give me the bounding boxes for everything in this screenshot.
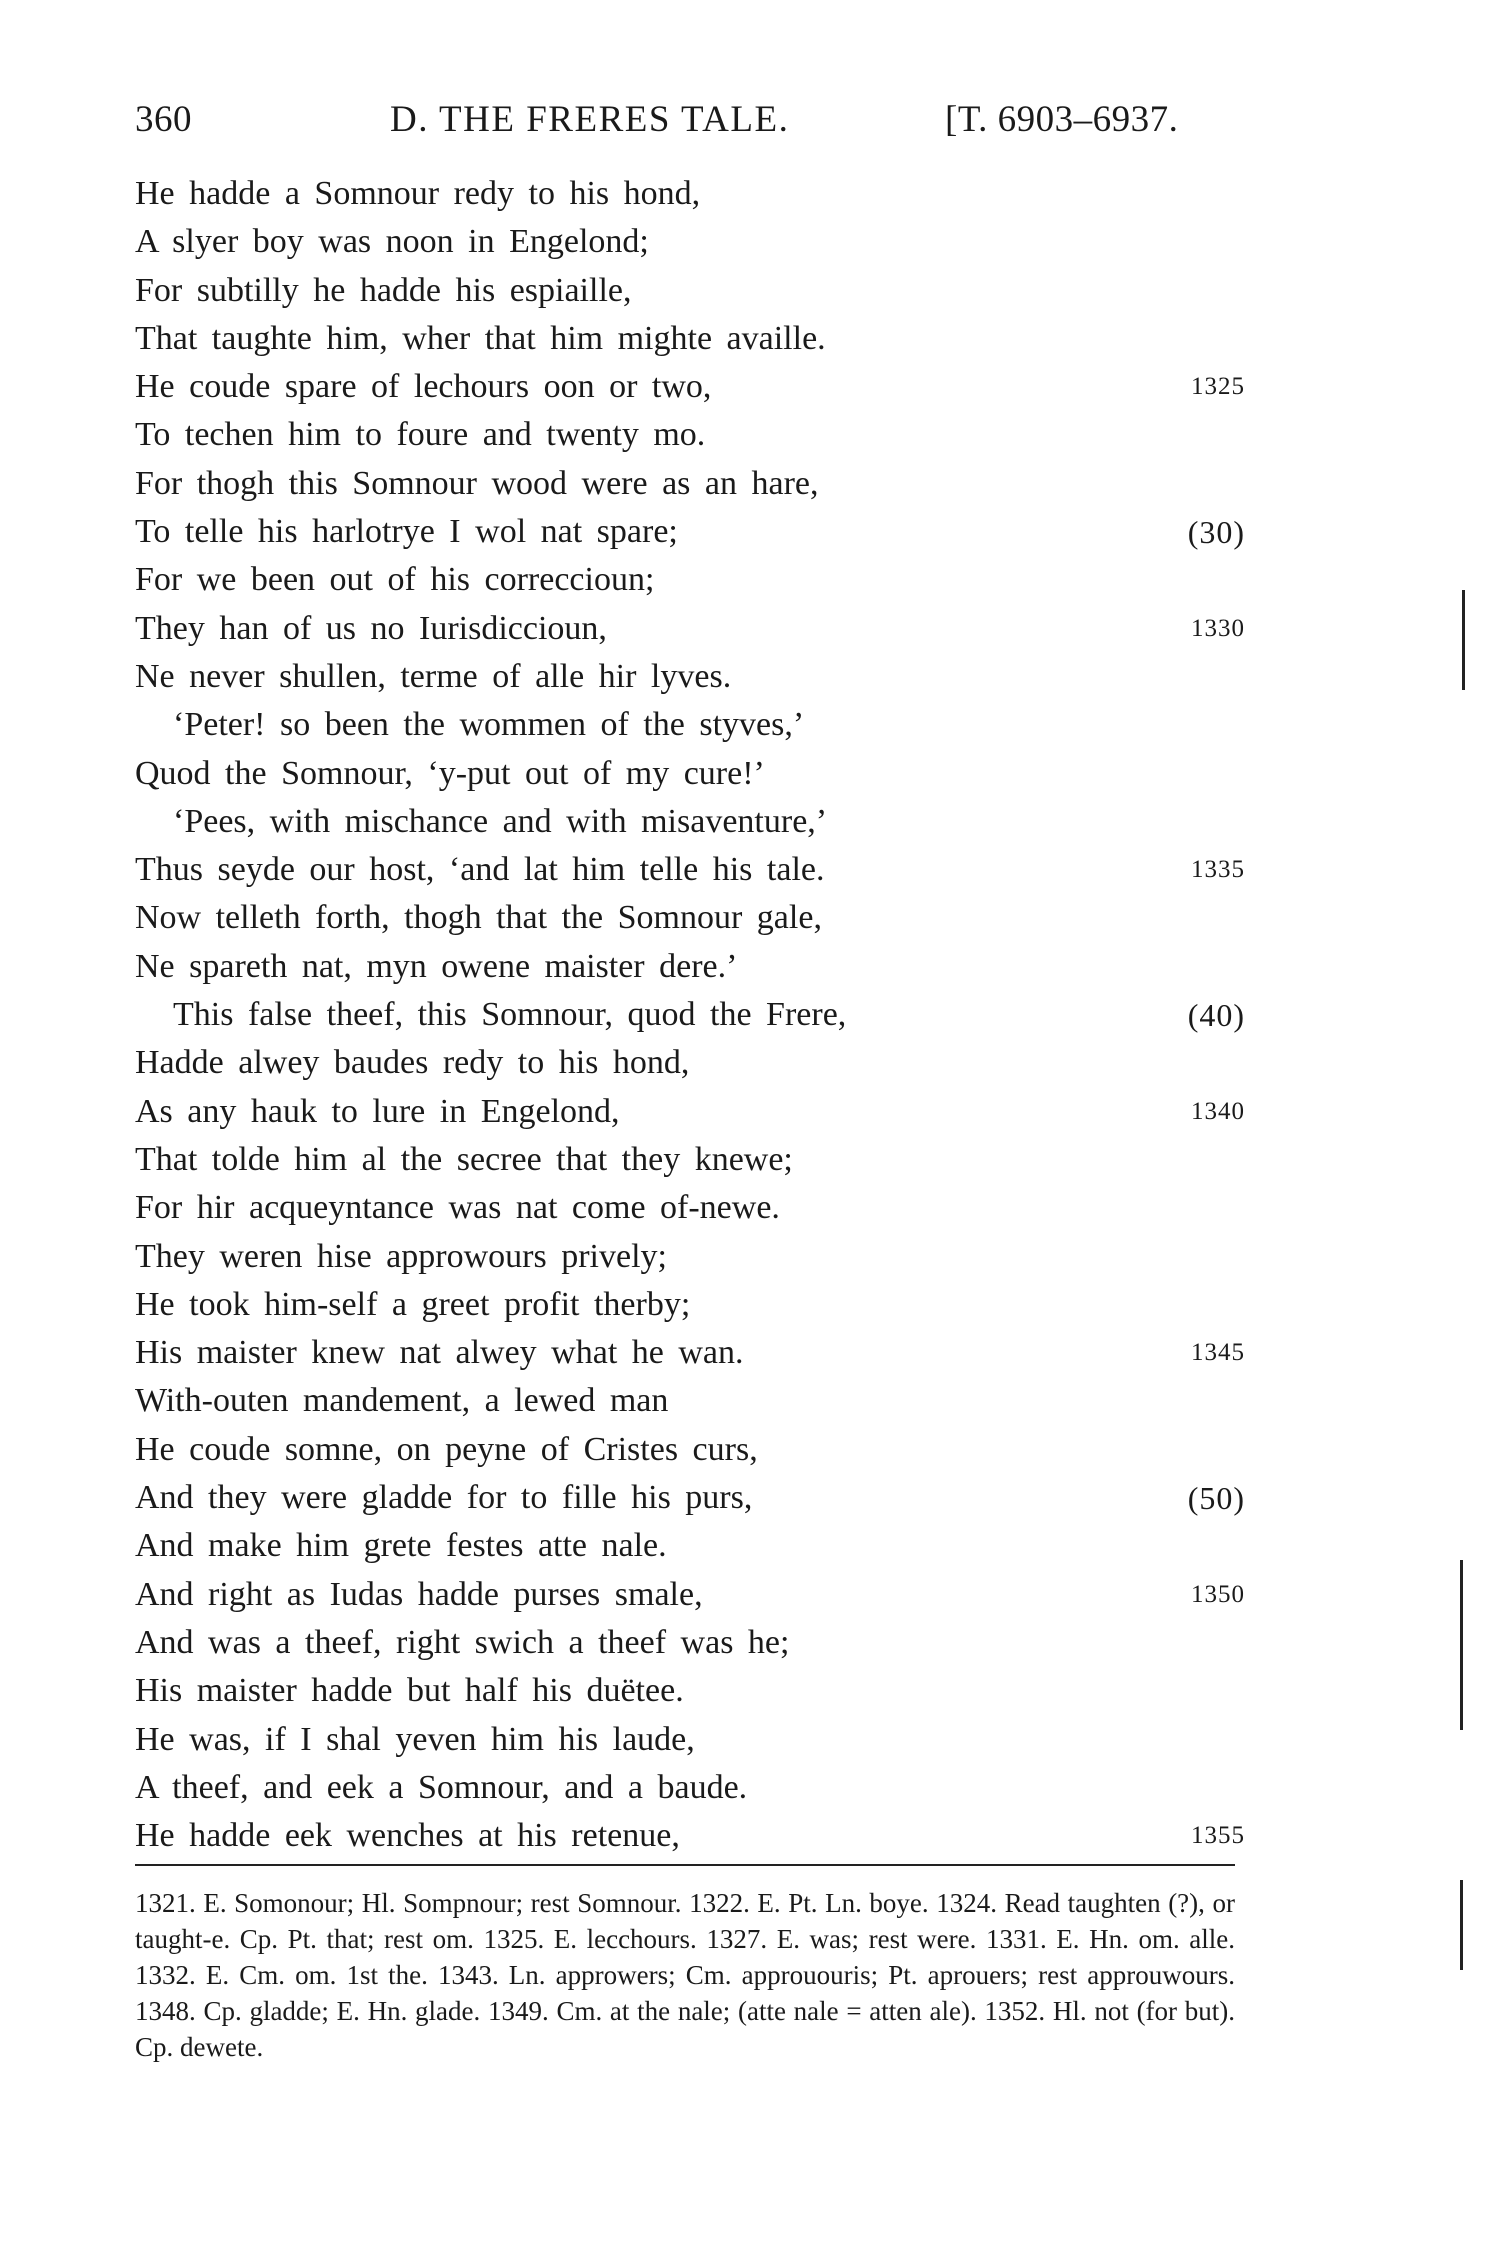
- verse-line-text: That taughte him, wher that him mighte availle.: [135, 319, 826, 357]
- line-range: [T. 6903–6937.: [945, 99, 1179, 140]
- verse-line-text: He hadde a Somnour redy to his hond,: [135, 175, 701, 212]
- verse-line-text: For subtilly he hadde his espiaille,: [135, 271, 632, 309]
- verse-line: [135, 1619, 1245, 1667]
- running-header: [135, 98, 1235, 148]
- verse-line: [135, 1812, 1245, 1860]
- verse-line: [135, 1764, 1245, 1812]
- verse-line-text: As any hauk to lure in Engelond,: [135, 1092, 620, 1130]
- verse-line: [135, 1281, 1245, 1329]
- verse-line-text: And right as Iudas hadde purses smale,: [135, 1575, 703, 1613]
- verse-line: [135, 750, 1245, 798]
- verse-line: [135, 315, 1245, 363]
- verse-line: [135, 1329, 1245, 1377]
- line-number: 1355: [1191, 1822, 1245, 1850]
- verse-line-text: He was, if I shal yeven him his laude,: [135, 1720, 695, 1758]
- verse-line-text: ‘Pees, with mischance and with misaventure,’: [173, 802, 828, 840]
- verse-line-text: His maister knew nat alwey what he wan.: [135, 1334, 744, 1372]
- verse-line: [135, 363, 1245, 411]
- verse-line-text: ‘Peter! so been the wommen of the styves,’: [173, 706, 805, 744]
- verse-line-text: To techen him to foure and twenty mo.: [135, 416, 706, 454]
- line-number: 1335: [1191, 856, 1245, 884]
- verse-line: [135, 556, 1245, 604]
- line-number: 1340: [1191, 1097, 1245, 1125]
- footnotes: [135, 1885, 1235, 2065]
- verse-line: [135, 943, 1245, 991]
- verse-line-text: For we been out of his correccioun;: [135, 561, 655, 599]
- verse-line-text: Quod the Somnour, ‘y-put out of my cure!’: [135, 754, 765, 792]
- verse-line: [135, 1716, 1245, 1764]
- verse-line-text: And make him grete festes atte nale.: [135, 1527, 667, 1565]
- line-number: 1350: [1191, 1580, 1245, 1608]
- verse-line: [135, 1474, 1245, 1522]
- line-number: (50): [1187, 1480, 1245, 1517]
- verse-line: [135, 460, 1245, 508]
- verse-line: [135, 1184, 1245, 1232]
- verse-line-text: A slyer boy was noon in Engelond;: [135, 223, 649, 261]
- verse-line: [135, 1233, 1245, 1281]
- line-number: 1325: [1191, 373, 1245, 401]
- verse-line-text: He coude spare of lechours oon or two,: [135, 368, 712, 406]
- verse-line: [135, 1136, 1245, 1184]
- verse-line-text: They weren hise approwours prively;: [135, 1237, 667, 1275]
- verse-line: [135, 1522, 1245, 1570]
- verse-line-text: For hir acqueyntance was nat come of-newe.: [135, 1189, 780, 1227]
- verse-line-text: That tolde him al the secree that they knewe;: [135, 1140, 793, 1178]
- verse-line-text: Now telleth forth, thogh that the Somnour gale,: [135, 899, 822, 937]
- page-title: D. THE FRERES TALE.: [390, 99, 790, 140]
- verse-line: [135, 218, 1245, 266]
- verse-line: [135, 1377, 1245, 1425]
- page-number: 360: [135, 99, 192, 140]
- verse-line: [135, 605, 1245, 653]
- verse-line: [135, 701, 1245, 749]
- scan-edge-mark: [1462, 590, 1465, 690]
- verse-line-text: And was a theef, right swich a theef was he;: [135, 1623, 790, 1661]
- verse-line-text: Hadde alwey baudes redy to his hond,: [135, 1044, 690, 1082]
- verse-line: [135, 1039, 1245, 1087]
- verse-line: [135, 846, 1245, 894]
- verse-line: [135, 653, 1245, 701]
- verse-line: [135, 1667, 1245, 1715]
- verse-line: [135, 1571, 1245, 1619]
- verse-line-text: They han of us no Iurisdiccioun,: [135, 609, 607, 647]
- verse-line-text: A theef, and eek a Somnour, and a baude.: [135, 1768, 748, 1806]
- verse-text: [135, 170, 1245, 1860]
- line-number: (40): [1187, 997, 1245, 1034]
- scan-edge-mark: [1460, 1880, 1463, 1970]
- verse-line-text: He coude somne, on peyne of Cristes curs,: [135, 1430, 758, 1468]
- verse-line-text: Ne never shullen, terme of alle hir lyves.: [135, 657, 732, 695]
- line-number: 1330: [1191, 614, 1245, 642]
- verse-line-text: With-outen mandement, a lewed man: [135, 1382, 669, 1420]
- verse-line: [135, 1426, 1245, 1474]
- line-number: (30): [1187, 514, 1245, 551]
- verse-line: [135, 894, 1245, 942]
- verse-line: [135, 508, 1245, 556]
- verse-line: [135, 170, 1245, 218]
- verse-line-text: His maister hadde but half his duëtee.: [135, 1672, 684, 1710]
- verse-line-text: He hadde eek wenches at his retenue,: [135, 1817, 680, 1855]
- verse-line-text: Thus seyde our host, ‘and lat him telle his tale.: [135, 851, 825, 889]
- verse-line: [135, 798, 1245, 846]
- footnote-rule: [135, 1864, 1235, 1866]
- verse-line-text: Ne spareth nat, myn owene maister dere.’: [135, 947, 738, 985]
- footnote-text: 1321. E. Somonour; Hl. Sompnour; rest Somnour. 1322. E. Pt. Ln. boye. 1324. Read taughten (?), or taught-e. Cp. Pt. that; rest om. 1325. E. lecchours. 1327. E. was; rest were. 1331. E. Hn. om. alle. 1332. E. Cm. om. 1st the. 1343. Ln. approwers; Cm. apprououris; Pt. aprouers; rest approuwours. 1348. Cp. gladde; E. Hn. glade. 1349. Cm. at the nale; (atte nale = atten ale). 1352. Hl. not (for but). Cp. dewete.: [135, 1888, 1235, 2062]
- verse-line-text: To telle his harlotrye I wol nat spare;: [135, 513, 678, 551]
- verse-line: [135, 267, 1245, 315]
- verse-line-text: For thogh this Somnour wood were as an hare,: [135, 464, 819, 502]
- scan-edge-mark: [1460, 1560, 1463, 1730]
- line-number: 1345: [1191, 1339, 1245, 1367]
- verse-line-text: He took him-self a greet profit therby;: [135, 1285, 691, 1323]
- verse-line-text: This false theef, this Somnour, quod the Frere,: [173, 996, 847, 1034]
- verse-line: [135, 1088, 1245, 1136]
- verse-line: [135, 411, 1245, 459]
- verse-line-text: And they were gladde for to fille his purs,: [135, 1479, 753, 1517]
- verse-line: [135, 991, 1245, 1039]
